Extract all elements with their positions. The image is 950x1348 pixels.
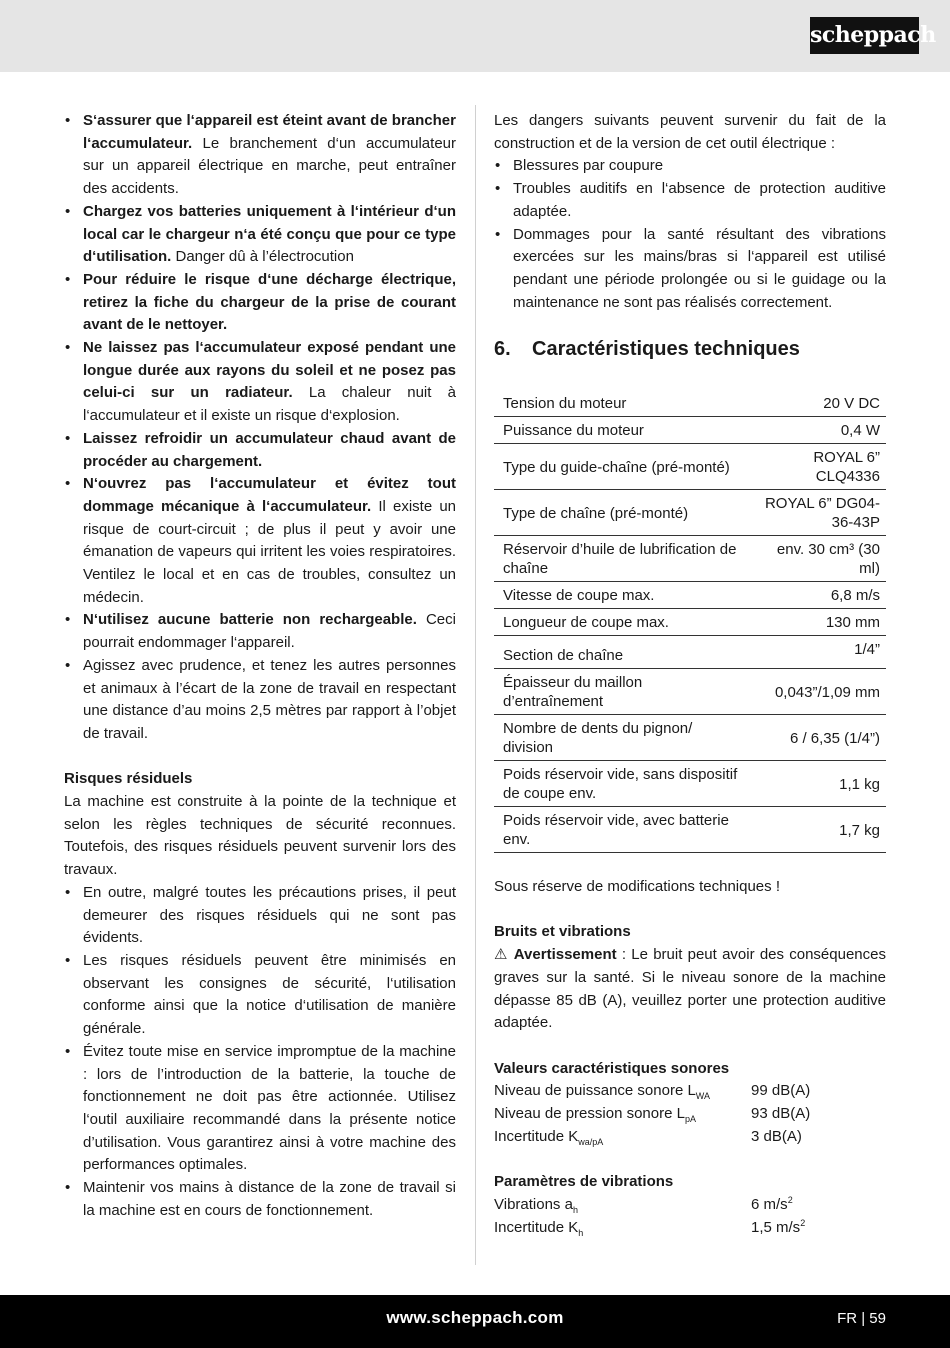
page-number: FR | 59 <box>837 1310 886 1327</box>
brand-logo: scheppach <box>810 17 919 54</box>
noise-warning: ⚠ Avertissement : Le bruit peut avoir des conséquences graves sur la santé. Si le niveau sonore de la machine dépasse 85 dB (A), veuillez porter une protection auditive adaptée. <box>494 946 886 1032</box>
vibration-row: Incertitude $K_h$ 1,5 $m/s^2$ <box>494 1217 806 1238</box>
dangers-list <box>494 155 886 314</box>
website-link[interactable]: www.scheppach.com <box>386 1308 564 1327</box>
list-item: • Blessures par coupure <box>494 155 886 178</box>
warning-triangle-icon: ⚠ <box>494 946 509 964</box>
table-row: Longueur de coupe max. 130 mm <box>494 609 886 636</box>
list-item: • Les risques résiduels peuvent être minimisés en observant les consignes de sécurité, l‘utilisation conforme ainsi que la notice d‘utilisation de manière générale. <box>64 950 456 1041</box>
list-item: • Pour réduire le risque d‘une décharge électrique, retirez la fiche du chargeur de la prise de courant avant de le nettoyer. <box>64 269 456 337</box>
residual-risks-title: Risques résiduels <box>64 770 193 788</box>
list-item: • Maintenir vos mains à distance de la zone de travail si la machine est en cours de fonctionnement. <box>64 1177 456 1222</box>
table-row: Tension du moteur 20 V DC <box>494 390 886 417</box>
list-item: • N‘utilisez aucune batterie non rechargeable. Ceci pourrait endommager l‘appareil. <box>64 609 456 654</box>
list-item: • En outre, malgré toutes les précautions prises, il peut demeurer des risques résiduels qui ne sont pas évidents. <box>64 882 456 950</box>
dangers-intro: Les dangers suivants peuvent survenir du fait de la construction et de la version de cet outil électrique : <box>494 112 886 152</box>
residual-risks-intro: La machine est construite à la pointe de la technique et selon les règles techniques de sécurité reconnues. Toutefois, des risques résiduels peuvent survenir lors des travaux. <box>64 793 456 879</box>
list-item: • Évitez toute mise en service impromptue de la machine : lors de l’introduction de la batterie, la touche de fonctionnement ne doit pas être actionnée. Utilisez l‘outil auxiliaire recommandé dans la présente notice d’utilisation. Vous garantirez ainsi à votre machine des performances optimales. <box>64 1041 456 1177</box>
table-row: Section de chaîne 1/4” <box>494 636 886 669</box>
list-item: • Chargez vos batteries uniquement à l‘intérieur d‘un local car le chargeur n‘a été conçu que pour ce type d‘utilisation. Danger dû à l’électrocution <box>64 201 456 269</box>
list-item: • S‘assurer que l‘appareil est éteint avant de brancher l‘accumulateur. Le branchement d‘un accumulateur sur un appareil électrique en marche, peut entraîner des accidents. <box>64 110 456 201</box>
table-row: Poids réservoir vide, avec batterie env. 1,7 kg <box>494 807 886 853</box>
table-row: Type du guide-chaîne (pré-monté) ROYAL 6” CLQ4336 <box>494 444 886 490</box>
section-heading: 6. Caractéristiques techniques <box>494 338 800 361</box>
noise-title: Bruits et vibrations <box>494 923 631 941</box>
table-row: Vitesse de coupe max. 6,8 m/s <box>494 582 886 609</box>
list-item: • Dommages pour la santé résultant des vibrations exercées sur les mains/bras si l‘appareil est utilisé pendant une période prolongée ou si le guidage ou la maintenance ne sont pas réalisés correctement. <box>494 224 886 315</box>
vibration-row: Vibrations $a_h$ 6 $m/s^2$ <box>494 1194 793 1215</box>
list-item: • Agissez avec prudence, et tenez les autres personnes et animaux à l’écart de la zone de travail en respectant une distance d’au moins 2,5 mètres par rapport à l’objet de travail. <box>64 655 456 746</box>
table-row: Épaisseur du maillon d’entraînement 0,043”/1,09 mm <box>494 669 886 715</box>
residual-risks-list <box>64 882 456 1223</box>
sound-row: Incertitude $K_{wa/pA}$ 3 dB(A) <box>494 1127 802 1147</box>
list-item: • Troubles auditifs en l‘absence de protection auditive adaptée. <box>494 178 886 223</box>
list-item: • Ne laissez pas l‘accumulateur exposé pendant une longue durée aux rayons du soleil et ne posez pas celui-ci sur un radiateur. La chaleur nuit à l‘accumulateur et il existe un risque d‘explosion. <box>64 337 456 428</box>
table-row: Nombre de dents du pignon/ division 6 / 6,35 (1/4”) <box>494 715 886 761</box>
right-column <box>494 110 886 1239</box>
sound-row: Niveau de puissance sonore $L_{WA}$ 99 dB(A) <box>494 1082 811 1102</box>
vibration-title: Paramètres de vibrations <box>494 1173 674 1191</box>
table-row: Poids réservoir vide, sans dispositif de coupe env. 1,1 kg <box>494 761 886 807</box>
list-item: • Laissez refroidir un accumulateur chaud avant de procéder au chargement. <box>64 428 456 473</box>
table-row: Réservoir d’huile de lubrification de chaîne env. 30 cm³ (30 ml) <box>494 536 886 582</box>
sound-values-title: Valeurs caractéristiques sonores <box>494 1059 730 1077</box>
specs-table <box>494 390 886 853</box>
reserve-note: Sous réserve de modifications techniques ! <box>494 878 780 896</box>
list-item: • N‘ouvrez pas l‘accumulateur et évitez tout dommage mécanique à l‘accumulateur. Il existe un risque de court-circuit ; de plus il peut y avoir une émanation de vapeurs qui irritent les voies respiratoires. Ventilez le local et en cas de troubles, consultez un médecin. <box>64 473 456 609</box>
page-header <box>0 0 950 72</box>
sound-row: Niveau de pression sonore $L_{pA}$ 93 dB(A) <box>494 1105 811 1125</box>
column-divider <box>475 105 476 1265</box>
table-row: Type de chaîne (pré-monté) ROYAL 6” DG04-36-43P <box>494 490 886 536</box>
battery-safety-list <box>64 110 456 746</box>
page-footer <box>0 1295 950 1348</box>
table-row: Puissance du moteur 0,4 W <box>494 417 886 444</box>
left-column <box>64 110 456 1222</box>
